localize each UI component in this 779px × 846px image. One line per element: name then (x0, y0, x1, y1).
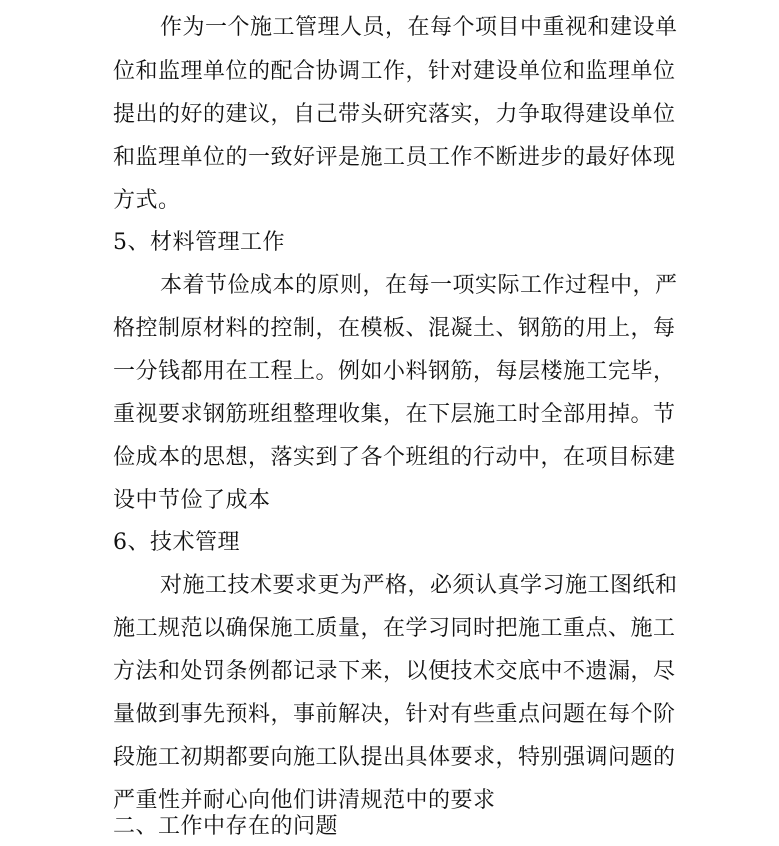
text-line: 量做到事先预料，事前解决，针对有些重点问题在每个阶 (113, 702, 676, 727)
text-line: 重视要求钢筋班组整理收集，在下层施工时全部用掉。节 (113, 402, 676, 427)
text-line: 段施工初期都要向施工队提出具体要求，特别强调问题的 (113, 745, 676, 770)
text-line: 方式。 (113, 188, 181, 213)
section-heading-problems: 二、工作中存在的问题 (113, 814, 339, 839)
text-line: 俭成本的思想，落实到了各个班组的行动中，在项目标建 (113, 445, 676, 470)
text-line: 作为一个施工管理人员，在每个项目中重视和建设单 (160, 15, 678, 40)
text-line: 对施工技术要求更为严格，必须认真学习施工图纸和 (160, 573, 678, 598)
text-line: 施工规范以确保施工质量，在学习同时把施工重点、施工 (113, 616, 676, 641)
text-line: 提出的好的建议，自己带头研究落实，力争取得建设单位 (113, 102, 676, 127)
text-line: 一分钱都用在工程上。例如小料钢筋，每层楼施工完毕， (113, 359, 676, 384)
text-line: 设中节俭了成本 (113, 488, 271, 513)
section-heading-technical: 6、技术管理 (113, 530, 240, 555)
text-line: 和监理单位的一致好评是施工员工作不断进步的最好体现 (113, 145, 676, 170)
text-line: 本着节俭成本的原则，在每一项实际工作过程中，严 (160, 273, 678, 298)
text-line: 方法和处罚条例都记录下来，以便技术交底中不遗漏，尽 (113, 659, 676, 684)
text-line: 严重性并耐心向他们讲清规范中的要求 (113, 788, 496, 813)
text-line: 位和监理单位的配合协调工作，针对建设单位和监理单位 (113, 59, 676, 84)
section-heading-materials: 5、材料管理工作 (113, 230, 285, 255)
text-line: 格控制原材料的控制，在模板、混凝土、钢筋的用上，每 (113, 316, 676, 341)
